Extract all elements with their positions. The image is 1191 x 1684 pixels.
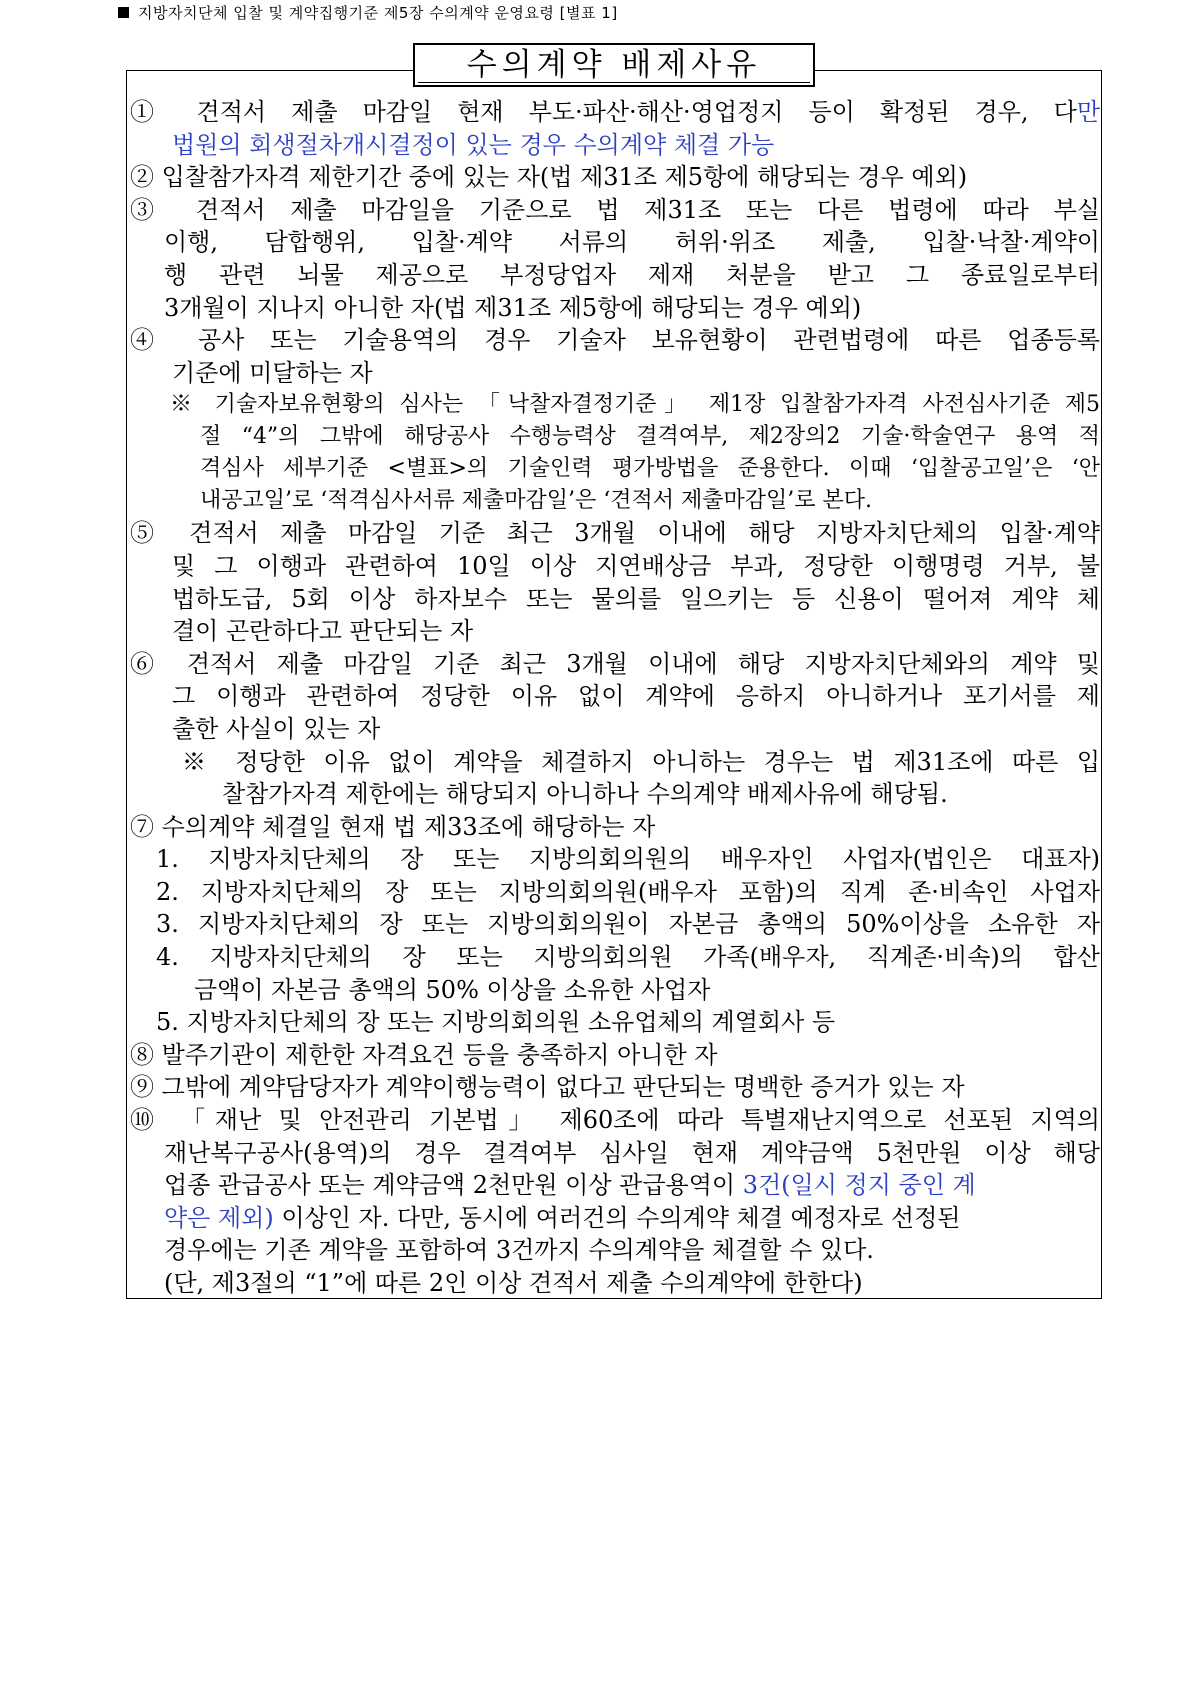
item-text: ④ 공사 또는 기술용역의 경우 기술자 보유현황이 관련법령에 따른 업종등록 xyxy=(130,326,1100,355)
item-text: (단, 제3절의 “1”에 따른 2인 이상 견적서 제출 수의계약에 한한다) xyxy=(164,1269,863,1297)
sub-item-7-1 xyxy=(128,843,1100,876)
item-text: 및 그 이행과 관련하여 10일 이상 지연배상금 부과, 정당한 이행명령 거부, 불 xyxy=(172,551,1100,580)
list-item-9 xyxy=(128,1071,1100,1104)
item-text: ① 견적서 제출 마감일 현재 부도·파산·해산·영업정지 등이 확정된 경우, 다 xyxy=(130,98,1077,126)
note-refusal xyxy=(128,746,1100,811)
sub-item-7-3 xyxy=(128,908,1100,941)
item-text: ⑥ 견적서 제출 마감일 기준 최근 3개월 이내에 해당 지방자치단체와의 계약 및 xyxy=(130,649,1100,678)
item-text: 2. 지방자치단체의 장 또는 지방의회의원(배우자 포함)의 직계 존·비속인 사업자 xyxy=(156,877,1100,906)
item-text: ⑤ 견적서 제출 마감일 기준 최근 3개월 이내에 해당 지방자치단체의 입찰·계약 xyxy=(130,519,1100,548)
list-item-5 xyxy=(128,517,1100,647)
item-text: 재난복구공사(용역)의 경우 결격여부 심사일 현재 계약금액 5천만원 이상 해당 xyxy=(164,1138,1100,1167)
item-text: 이행, 담합행위, 입찰·계약 서류의 허위·위조 제출, 입찰·낙찰·계약이 xyxy=(164,228,1100,257)
item-text-highlight: 약은 제외) xyxy=(164,1203,274,1232)
item-text: 법하도급, 5회 이상 하자보수 또는 물의를 일으키는 등 신용이 떨어져 계약 체 xyxy=(172,584,1100,613)
header-text: 지방자치단체 입찰 및 계약집행기준 제5장 수의계약 운영요령 [별표 1] xyxy=(138,4,618,22)
item-text: 이상인 자. 다만, 동시에 여러건의 수의계약 체결 예정자로 선정된 xyxy=(273,1203,961,1232)
item-text: 3. 지방자치단체의 장 또는 지방의회의원이 자본금 총액의 50%이상을 소유한 자 xyxy=(156,910,1100,939)
item-text-highlight: 3건(일시 정지 중인 계 xyxy=(742,1171,976,1200)
note-text: ※ 기술자보유현황의 심사는 「낙찰자결정기준」 제1장 입찰참가자격 사전심사기준 제5 xyxy=(170,392,1100,418)
item-text: ③ 견적서 제출 마감일을 기준으로 법 제31조 또는 다른 법령에 따라 부실 xyxy=(130,195,1100,224)
list-item-8 xyxy=(128,1039,1100,1072)
item-text: 법원의 회생절차개시결정이 있는 경우 수의계약 체결 가능 xyxy=(172,130,775,159)
note-text: 절 “4”의 그밖에 해당공사 수행능력상 결격여부, 제2장의2 기술·학술연구 용역 적 xyxy=(200,424,1100,450)
document-header xyxy=(118,2,618,23)
note-text: 찰참가자격 제한에는 해당되지 아니하나 수의계약 배제사유에 해당됨. xyxy=(222,780,948,809)
list-item-2 xyxy=(128,161,1100,194)
note-text: ※ 정당한 이유 없이 계약을 체결하지 아니하는 경우는 법 제31조에 따른 입 xyxy=(182,747,1100,776)
item-text: 업종 관급공사 또는 계약금액 2천만원 이상 관급용역이 xyxy=(164,1171,743,1200)
item-text: ⑦ 수의계약 체결일 현재 법 제33조에 해당하는 자 xyxy=(130,812,656,841)
square-bullet-icon xyxy=(118,7,129,18)
list-item-1 xyxy=(128,96,1100,161)
list-item-4 xyxy=(128,324,1100,389)
exclusion-list xyxy=(128,96,1100,1300)
item-text: 3개월이 지나지 아니한 자(법 제31조 제5항에 해당되는 경우 예외) xyxy=(164,293,862,322)
list-item-3 xyxy=(128,194,1100,324)
page-title: 수의계약 배제사유 xyxy=(413,43,815,87)
item-text: ⑩ 「재난 및 안전관리 기본법」 제60조에 따라 특별재난지역으로 선포된 지역의 xyxy=(130,1106,1100,1135)
sub-item-7-4 xyxy=(128,941,1100,1006)
list-item-7 xyxy=(128,811,1100,844)
item-text: ⑨ 그밖에 계약담당자가 계약이행능력이 없다고 판단되는 명백한 증거가 있는 자 xyxy=(130,1073,965,1102)
note-technician xyxy=(128,389,1100,517)
sub-item-7-2 xyxy=(128,876,1100,909)
item-text: 5. 지방자치단체의 장 또는 지방의회의원 소유업체의 계열회사 등 xyxy=(156,1008,836,1037)
item-text: 그 이행과 관련하여 정당한 이유 없이 계약에 응하지 아니하거나 포기서를 제 xyxy=(172,682,1100,711)
item-text: 금액이 자본금 총액의 50% 이상을 소유한 사업자 xyxy=(194,975,711,1004)
item-text: 출한 사실이 있는 자 xyxy=(172,714,381,743)
item-text: 4. 지방자치단체의 장 또는 지방의회의원 가족(배우자, 직계존·비속)의 합산 xyxy=(156,943,1100,972)
item-text: ⑧ 발주기관이 제한한 자격요건 등을 충족하지 아니한 자 xyxy=(130,1040,718,1069)
sub-item-7-5 xyxy=(128,1006,1100,1039)
item-text: 결이 곤란하다고 판단되는 자 xyxy=(172,617,474,646)
item-text: 기준에 미달하는 자 xyxy=(172,358,373,387)
item-text: 1. 지방자치단체의 장 또는 지방의회의원의 배우자인 사업자(법인은 대표자) xyxy=(156,845,1100,874)
list-item-6 xyxy=(128,648,1100,746)
item-text: 행 관련 뇌물 제공으로 부정당업자 제재 처분을 받고 그 종료일로부터 xyxy=(164,260,1100,289)
item-text: ② 입찰참가자격 제한기간 중에 있는 자(법 제31조 제5항에 해당되는 경우 예외) xyxy=(130,163,968,192)
note-text: 격심사 세부기준 <별표>의 기술인력 평가방법을 준용한다. 이때 ‘입찰공고일’은 ‘안 xyxy=(200,456,1100,482)
note-text: 내공고일’로 ‘적격심사서류 제출마감일’은 ‘견적서 제출마감일’로 본다. xyxy=(200,488,872,514)
list-item-10 xyxy=(128,1104,1100,1300)
item-text: 경우에는 기존 계약을 포함하여 3건까지 수의계약을 체결할 수 있다. xyxy=(164,1236,874,1265)
item-text-highlight: 만 xyxy=(1076,98,1100,126)
